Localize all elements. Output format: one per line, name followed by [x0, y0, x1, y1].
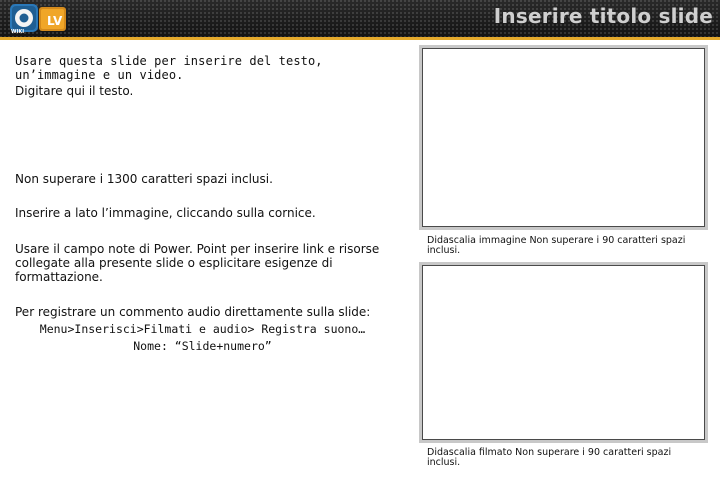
- video-placeholder-frame[interactable]: [419, 262, 708, 443]
- body-line-notes-instruction[interactable]: Usare il campo note di Power. Point per inserire link e risorse collegate alla presente slide o esplicitare esigenze di formattazione.: [15, 242, 380, 284]
- body-line-audio-name[interactable]: Nome: “Slide+numero”: [133, 339, 272, 353]
- wiki-logo: [10, 3, 68, 34]
- body-line-character-limit[interactable]: Non superare i 1300 caratteri spazi inclusi.: [15, 172, 273, 186]
- body-line-audio-instruction[interactable]: Per registrare un commento audio direttamente sulla slide:: [15, 305, 371, 319]
- logo-wordmark: WIKI: [11, 29, 25, 34]
- body-line-image-instruction[interactable]: Inserire a lato l’immagine, cliccando sulla cornice.: [15, 206, 316, 220]
- video-caption[interactable]: Didascalia filmato Non superare i 90 caratteri spazi inclusi.: [427, 447, 672, 468]
- body-heading[interactable]: Usare questa slide per inserire del testo, un’immagine e un video.: [15, 54, 323, 82]
- logo-badge-text: LV: [47, 14, 63, 28]
- body-line-audio-menu-path[interactable]: Menu>Inserisci>Filmati e audio> Registra suono…: [39, 322, 366, 336]
- image-placeholder-frame[interactable]: [419, 45, 708, 230]
- image-caption[interactable]: Didascalia immagine Non superare i 90 caratteri spazi inclusi.: [427, 235, 686, 256]
- slide-header: [0, 0, 720, 40]
- body-line-type-text[interactable]: Digitare qui il testo.: [15, 84, 134, 98]
- slide-title[interactable]: Inserire titolo slide: [493, 4, 713, 28]
